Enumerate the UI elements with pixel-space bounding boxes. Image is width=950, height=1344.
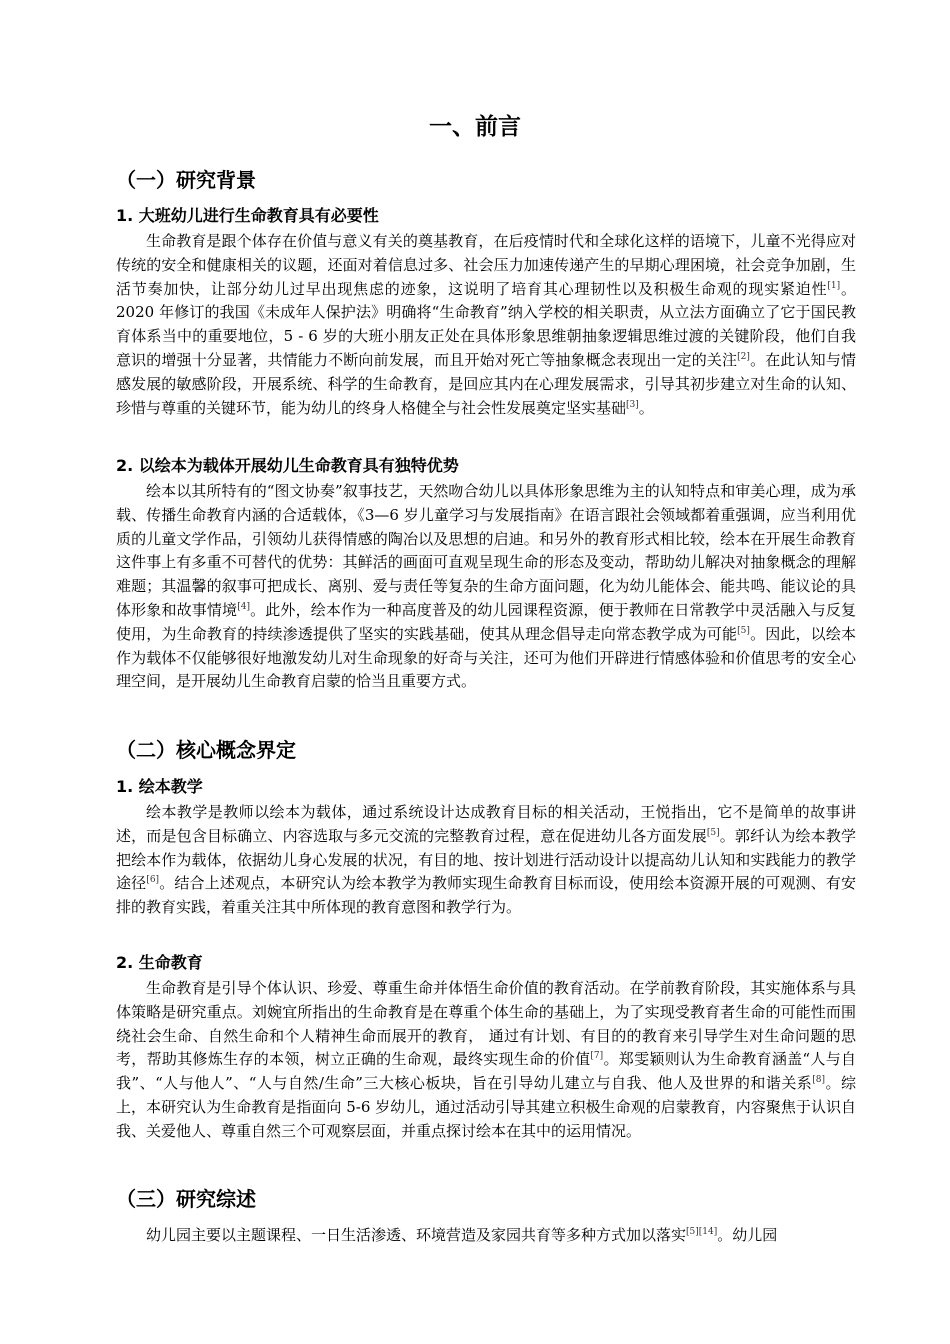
subsection-heading-picture-book-teaching: 1. 绘本教学: [116, 777, 203, 796]
paragraph-life-education: 生命教育是引导个体认识、珍爱、尊重生命并体悟生命价值的教育活动。在学前教育阶段，其实施体系与具体策略是研究重点。刘婉宜所指出的生命教育是在尊重个体生命的基础上，为了实现受教育者生命的可能性而围绕社会生命、自然生命和个人精神生命而展开的教育， 通过有计划、有目的的教育来引导学生对生命问题的思考，帮助其修炼生存的本领，树立正确的生命观，最终实现生命的价值[7]。郑雯颖则认为生命教育涵盖“人与自我”、“人与他人”、“人与自然/生命”三大核心板块，旨在引导幼儿建立与自我、他人及世界的和谐关系[8]。综上，本研究认为生命教育是指面向 5-6 岁幼儿，通过活动引导其建立积极生命观的启蒙教育，内容聚焦于认识自我、关爱他人、尊重自然三个可观察层面，并重点探讨绘本在其中的运用情况。: [116, 979, 856, 1140]
subsection-heading-necessity: 1. 大班幼儿进行生命教育具有必要性: [116, 206, 379, 225]
paragraph-necessity: 生命教育是跟个体存在价值与意义有关的奠基教育，在后疫情时代和全球化这样的语境下，儿童不光得应对传统的安全和健康相关的议题，还面对着信息过多、社会压力加速传递产生的早期心理困境，社会竞争加剧，生活节奏加快，让部分幼儿过早出现焦虑的迹象，这说明了培育其心理韧性以及积极生命观的现实紧迫性[1]。2020 年修订的我国《未成年人保护法》明确将“生命教育”纳入学校的相关职责，从立法方面确立了它于国民教育体系当中的重要地位，5 - 6 岁的大班小朋友正处在具体形象思维朝抽象逻辑思维过渡的关键阶段，他们自我意识的增强十分显著，共情能力不断向前发展，而且开始对死亡等抽象概念表现出一定的关注[2]。在此认知与情感发展的敏感阶段，开展系统、科学的生命教育，是回应其内在心理发展需求，引导其初步建立对生命的认知、珍惜与尊重的关键环节，能为幼儿的终身人格健全与社会性发展奠定坚实基础[3]。: [116, 232, 856, 417]
citation[interactable]: [6]: [146, 875, 160, 886]
citation[interactable]: [4]: [237, 601, 250, 612]
citation[interactable]: [7]: [590, 1051, 604, 1062]
citation[interactable]: [5]: [706, 827, 720, 838]
section-heading-background: （一）研究背景: [116, 168, 256, 192]
citation[interactable]: [8]: [812, 1075, 826, 1086]
citation[interactable]: [1]: [827, 280, 841, 291]
subsection-heading-life-education: 2. 生命教育: [116, 953, 203, 972]
paragraph-advantage: 绘本以其所特有的“图文协奏”叙事技艺，天然吻合幼儿以具体形象思维为主的认知特点和审美心理，成为承载、传播生命教育内涵的合适载体，《3—6 岁儿童学习与发展指南》在语言跟社会领域都着重强调，应当利用优质的儿童文学作品，引领幼儿获得情感的陶冶以及思想的启迪。和另外的教育形式相比较，绘本在开展生命教育这件事上有多重不可替代的优势：其鲜活的画面可直观呈现生命的形态及变动，帮助幼儿解决对抽象概念的理解难题；其温馨的叙事可把成长、离别、爱与责任等复杂的生命方面问题，化为幼儿能体会、能共鸣、能议论的具体形象和故事情境[4]。此外，绘本作为一种高度普及的幼儿园课程资源，便于教师在日常教学中灵活融入与反复使用，为生命教育的持续渗透提供了坚实的实践基础，使其从理念倡导走向常态教学成为可能[5]。因此，以绘本作为载体不仅能够很好地激发幼儿对生命现象的好奇与关注，还可为他们开辟进行情感体验和价值思考的安全心理空间，是开展幼儿生命教育启蒙的恰当且重要方式。: [116, 482, 856, 691]
subsection-heading-advantage: 2. 以绘本为载体开展幼儿生命教育具有独特优势: [116, 456, 459, 475]
section-heading-concepts: （二）核心概念界定: [116, 738, 296, 762]
citation[interactable]: [5][14]: [686, 1227, 718, 1237]
chapter-title: 一、前言: [429, 114, 521, 140]
citation[interactable]: [3]: [626, 399, 639, 410]
section-heading-review: （三）研究综述: [116, 1187, 256, 1211]
citation[interactable]: [5]: [737, 625, 750, 636]
paragraph-picture-book-teaching: 绘本教学是教师以绘本为载体，通过系统设计达成教育目标的相关活动，王悦指出，它不是简单的故事讲述，而是包含目标确立、内容选取与多元交流的完整教育过程，意在促进幼儿各方面发展[5]。郭纤认为绘本教学把绘本作为载体，依据幼儿身心发展的状况，有目的地、按计划进行活动设计以提高幼儿认知和实践能力的教学途径[6]。结合上述观点，本研究认为绘本教学为教师实现生命教育目标而设，使用绘本资源开展的可观测、有安排的教育实践，着重关注其中所体现的教育意图和教学行为。: [116, 803, 856, 917]
citation[interactable]: [2]: [737, 351, 750, 362]
paragraph-review: 幼儿园主要以主题课程、一日生活渗透、环境营造及家园共育等多种方式加以落实[5][14]。幼儿园: [146, 1226, 778, 1244]
